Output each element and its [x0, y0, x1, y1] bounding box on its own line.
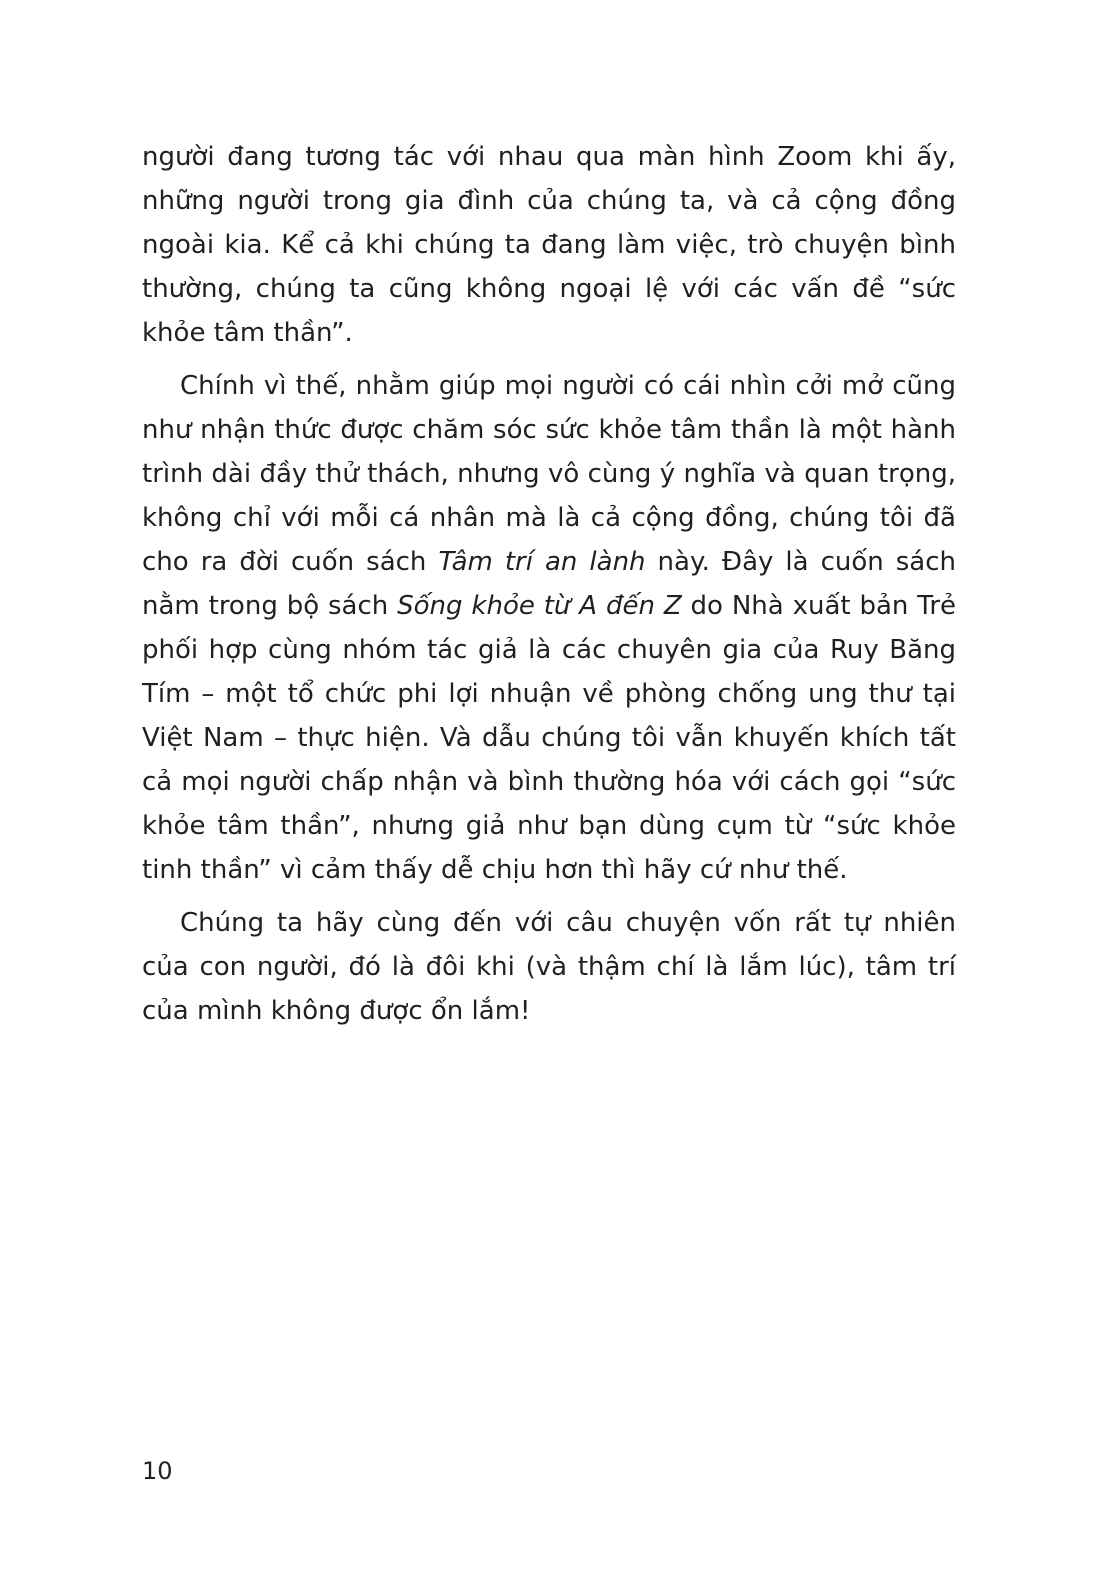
paragraph-3-text: Chúng ta hãy cùng đến với câu chuyện vốn rất tự nhiên của con người, đó là đôi khi (và thậm chí là lắm lúc), tâm trí của mình không được ổn lắm! — [142, 908, 956, 1026]
paragraph-2-text-3: do Nhà xuất bản Trẻ phối hợp cùng nhóm tác giả là các chuyên gia của Ruy Băng Tím – một tổ chức phi lợi nhuận về phòng chống ung thư tại Việt Nam – thực hiện. Và dẫu chúng tôi vẫn khuyến khích tất cả mọi người chấp nhận và bình thường hóa với cách gọi “sức khỏe tâm thần”, nhưng giả như bạn dùng cụm từ “sức khỏe tinh thần” vì cảm thấy dễ chịu hơn thì hãy cứ như thế. — [142, 591, 957, 885]
paragraph-2 — [142, 364, 956, 892]
paragraph-2-text-2: này. Đây là cuốn sách nằm trong bộ sách — [142, 547, 957, 621]
page-number: 10 — [142, 1457, 173, 1485]
body-text — [142, 135, 956, 1042]
book-title-italic: Tâm trí an lành — [438, 547, 646, 577]
paragraph-3 — [142, 901, 956, 1033]
paragraph-1-text: người đang tương tác với nhau qua màn hình Zoom khi ấy, những người trong gia đình của chúng ta, và cả cộng đồng ngoài kia. Kể cả khi chúng ta đang làm việc, trò chuyện bình thường, chúng ta cũng không ngoại lệ với các vấn đề “sức khỏe tâm thần”. — [142, 142, 956, 348]
paragraph-2-text-1: Chính vì thế, nhằm giúp mọi người có cái nhìn cởi mở cũng như nhận thức được chăm sóc sức khỏe tâm thần là một hành trình dài đầy thử thách, nhưng vô cùng ý nghĩa và quan trọng, không chỉ với mỗi cá nhân mà là cả cộng đồng, chúng tôi đã cho ra đời cuốn sách — [142, 371, 956, 577]
paragraph-1 — [142, 135, 956, 355]
series-title-italic: Sống khỏe từ A đến Z — [397, 591, 682, 621]
